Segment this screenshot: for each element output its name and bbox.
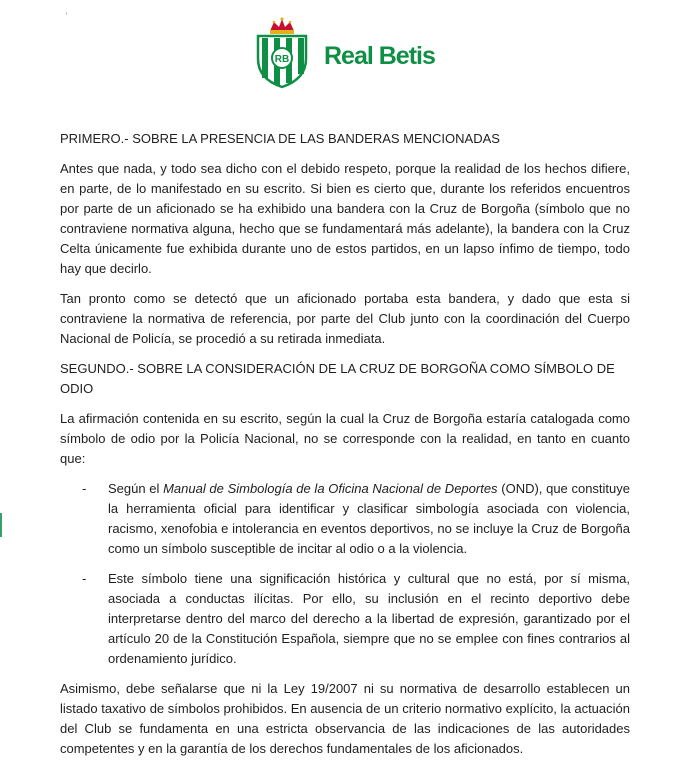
primero-heading: PRIMERO.- SOBRE LA PRESENCIA DE LAS BANDERAS MENCIONADAS [60, 131, 500, 146]
margin-marker [0, 513, 2, 537]
reasons-list [60, 479, 630, 669]
paragraph-2: Tan pronto como se detectó que un aficionado portaba esta bandera, y dado que esta si contraviene la normativa de referencia, por parte del Club junto con la coordinación del Cuerpo Nacional de Policía, se procedió a su retirada inmediata. [60, 291, 630, 346]
crest-letters: RB [274, 54, 290, 65]
list-item-ond-manual [108, 479, 630, 559]
paragraph-1: Antes que nada, y todo sea dicho con el debido respeto, porque la realidad de los hechos difiere, en parte, de lo manifestado en su escrito. Si bien es cierto que, durante los referidos encuentros por parte de un aficionado se ha exhibido una bandera con la Cruz de Borgoña (símbolo que no contraviene normativa alguna, hecho que se fundamentará más adelante), la bandera con la Cruz Celta únicamente fue exhibida durante uno de estos partidos, en un lapso ínfimo de tiempo, todo hay que decirlo. [60, 161, 630, 276]
bullet1-pre: Según el [108, 481, 164, 496]
manual-title: Manual de Simbología de la Oficina Nacional de Deportes [163, 481, 498, 496]
brand-name: Real Betis [324, 41, 435, 70]
bullet1-post: (OND), que constituye la herramienta oficial para identificar y clasificar simbología asociada con violencia, racismo, xenofobia e intolerancia en eventos deportivos, no se incluye la Cruz de Borgoña como un símbolo susceptible de incitar al odio o a la violencia. [108, 481, 631, 556]
paragraph-3: La afirmación contenida en su escrito, según la cual la Cruz de Borgoña estaría catalogada como símbolo de odio por la Policía Nacional, no se corresponde con la realidad, en tanto en cuanto que: [60, 411, 630, 466]
segundo-heading: SEGUNDO.- SOBRE LA CONSIDERACIÓN DE LA CRUZ DE BORGOÑA COMO SÍMBOLO DE ODIO [60, 361, 615, 396]
real-betis-crest-icon [246, 15, 318, 89]
paragraph-4: Asimismo, debe señalarse que ni la Ley 19/2007 ni su normativa de desarrollo establecen un listado taxativo de símbolos prohibidos. En ausencia de un criterio normativo explícito, la actuación del Club se fundamenta en una estricta observancia de las indicaciones de las autoridades competentes y en la garantía de los derechos fundamentales de los aficionados. [60, 681, 630, 756]
letter-body [60, 129, 630, 769]
scan-dot [66, 12, 67, 15]
list-item-historical-meaning: - Este símbolo tiene una significación histórica y cultural que no está, por sí misma, asociada a conductas ilícitas. Por ello, su inclusión en el recinto deportivo debe interpretarse dentro del marco del derecho a la libertad de expresión, garantizado por el artículo 20 de la Constitución Española, siempre que no se emplee con fines contrarios al ordenamiento jurídico. [108, 569, 630, 669]
letterhead [246, 16, 435, 88]
